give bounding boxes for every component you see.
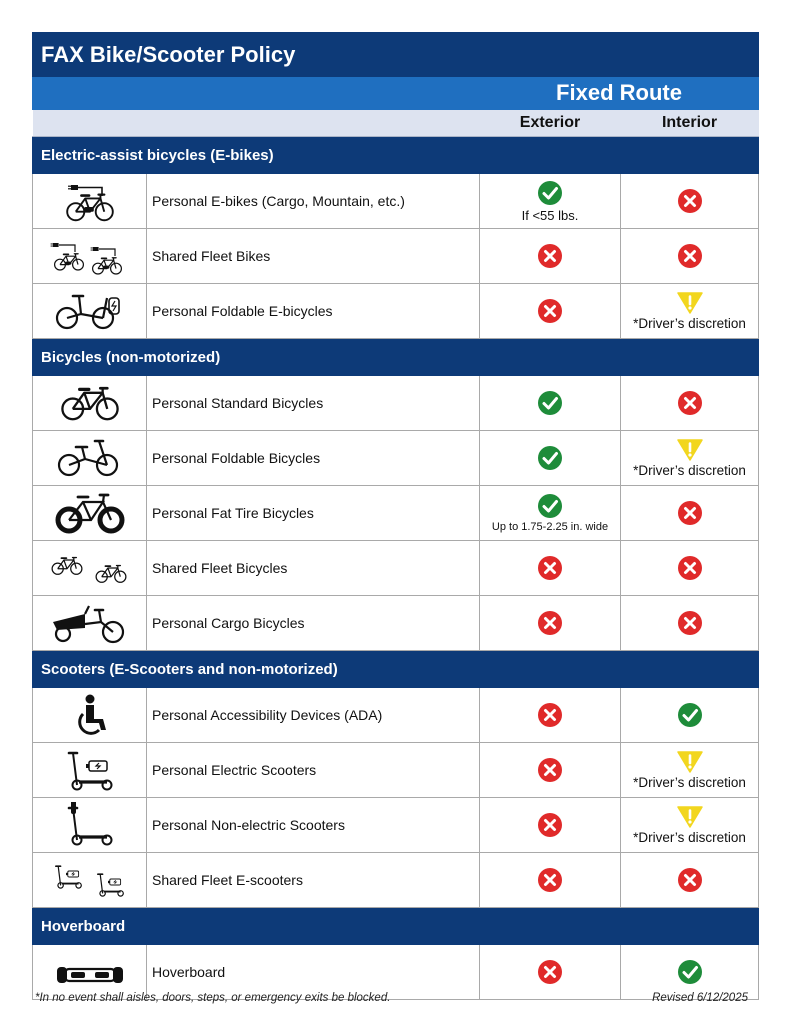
exterior-status-wrap	[480, 867, 620, 893]
table-row	[33, 596, 759, 651]
exterior-status-wrap	[480, 610, 620, 636]
vehicle-icon-cell	[33, 541, 147, 596]
exterior-status-wrap	[480, 757, 620, 783]
interior-status-wrap	[621, 806, 758, 845]
interior-status	[621, 431, 759, 486]
section-header	[33, 137, 759, 174]
x-icon	[537, 959, 563, 985]
vehicle-name: Personal E-bikes (Cargo, Mountain, etc.)	[147, 174, 480, 229]
check-icon	[537, 493, 563, 519]
vehicle-icon-cell	[33, 688, 147, 743]
fat-tire-bicycle-icon	[33, 490, 146, 536]
table-row	[33, 486, 759, 541]
table-row	[33, 229, 759, 284]
exterior-status	[480, 798, 621, 853]
interior-status	[621, 596, 759, 651]
vehicle-name: Personal Foldable Bicycles	[147, 431, 480, 486]
interior-status	[621, 541, 759, 596]
exterior-status-wrap	[480, 445, 620, 471]
interior-status-wrap	[621, 702, 758, 728]
x-icon	[677, 500, 703, 526]
vehicle-icon-cell	[33, 596, 147, 651]
vehicle-icon-cell	[33, 376, 147, 431]
vehicle-name: Personal Accessibility Devices (ADA)	[147, 688, 480, 743]
vehicle-name: Shared Fleet Bikes	[147, 229, 480, 284]
x-icon	[537, 812, 563, 838]
interior-status	[621, 174, 759, 229]
exterior-status-wrap	[480, 493, 620, 533]
wheelchair-icon	[33, 692, 146, 738]
exterior-status-wrap	[480, 180, 620, 223]
section-header	[33, 908, 759, 945]
foldable-bicycle-icon	[33, 435, 146, 481]
warning-icon	[677, 439, 703, 461]
interior-status	[621, 853, 759, 908]
exterior-status-wrap	[480, 243, 620, 269]
section-title: Electric-assist bicycles (E-bikes)	[33, 137, 759, 174]
table-row	[33, 284, 759, 339]
interior-status-wrap	[621, 188, 758, 214]
interior-status-wrap	[621, 555, 758, 581]
x-icon	[677, 243, 703, 269]
table-row	[33, 798, 759, 853]
x-icon	[677, 555, 703, 581]
policy-table	[32, 32, 759, 1000]
check-icon	[677, 959, 703, 985]
vehicle-icon-cell	[33, 431, 147, 486]
exterior-status-wrap	[480, 702, 620, 728]
exterior-status	[480, 743, 621, 798]
interior-status	[621, 376, 759, 431]
interior-status	[621, 798, 759, 853]
vehicle-name: Personal Electric Scooters	[147, 743, 480, 798]
fixed-route-label: Fixed Route	[480, 77, 759, 110]
interior-note: *Driver’s discretion	[633, 315, 746, 331]
exterior-status	[480, 596, 621, 651]
interior-status-wrap	[621, 390, 758, 416]
interior-status-wrap	[621, 610, 758, 636]
interior-status-wrap	[621, 751, 758, 790]
cargo-bicycle-icon	[33, 600, 146, 646]
hoverboard-icon	[33, 949, 146, 995]
interior-note: *Driver’s discretion	[633, 829, 746, 845]
vehicle-name: Hoverboard	[147, 945, 480, 1000]
interior-status	[621, 284, 759, 339]
x-icon	[677, 610, 703, 636]
interior-status-wrap	[621, 292, 758, 331]
table-row	[33, 431, 759, 486]
vehicle-icon-cell	[33, 743, 147, 798]
exterior-status	[480, 688, 621, 743]
exterior-status	[480, 541, 621, 596]
x-icon	[537, 757, 563, 783]
warning-icon	[677, 751, 703, 773]
vehicle-icon-cell	[33, 798, 147, 853]
vehicle-icon-cell	[33, 486, 147, 541]
interior-status-wrap	[621, 867, 758, 893]
footer-note: *In no event shall aisles, doors, steps, or emergency exits be blocked.	[35, 992, 391, 1004]
column-header-spacer	[33, 110, 480, 137]
warning-icon	[677, 806, 703, 828]
vehicle-name: Shared Fleet Bicycles	[147, 541, 480, 596]
x-icon	[537, 555, 563, 581]
interior-status-wrap	[621, 243, 758, 269]
table-row	[33, 853, 759, 908]
vehicle-name: Personal Fat Tire Bicycles	[147, 486, 480, 541]
vehicle-name: Personal Cargo Bicycles	[147, 596, 480, 651]
x-icon	[537, 702, 563, 728]
x-icon	[677, 867, 703, 893]
section-header	[33, 651, 759, 688]
ebike-icon	[33, 178, 146, 224]
x-icon	[537, 298, 563, 324]
electric-scooter-icon	[33, 747, 146, 793]
warning-icon	[677, 292, 703, 314]
check-icon	[677, 702, 703, 728]
interior-note: *Driver’s discretion	[633, 774, 746, 790]
interior-status	[621, 229, 759, 284]
interior-status-wrap	[621, 500, 758, 526]
fixed-route-row	[33, 77, 759, 110]
exterior-note: If <55 lbs.	[521, 207, 579, 223]
table-row	[33, 743, 759, 798]
interior-note: *Driver’s discretion	[633, 462, 746, 478]
shared-ebikes-icon	[33, 233, 146, 279]
section-title: Hoverboard	[33, 908, 759, 945]
x-icon	[677, 390, 703, 416]
x-icon	[537, 867, 563, 893]
check-icon	[537, 445, 563, 471]
section-header	[33, 339, 759, 376]
exterior-status	[480, 229, 621, 284]
check-icon	[537, 390, 563, 416]
exterior-status	[480, 945, 621, 1000]
exterior-status-wrap	[480, 812, 620, 838]
section-title: Scooters (E-Scooters and non-motorized)	[33, 651, 759, 688]
kick-scooter-icon	[33, 802, 146, 848]
vehicle-icon-cell	[33, 853, 147, 908]
table-row	[33, 541, 759, 596]
bicycle-icon	[33, 380, 146, 426]
vehicle-name: Personal Non-electric Scooters	[147, 798, 480, 853]
vehicle-icon-cell	[33, 229, 147, 284]
title-row	[33, 33, 759, 77]
vehicle-icon-cell	[33, 174, 147, 229]
vehicle-name: Shared Fleet E-scooters	[147, 853, 480, 908]
interior-status	[621, 688, 759, 743]
table-row	[33, 174, 759, 229]
fixed-route-spacer	[33, 77, 480, 110]
x-icon	[537, 243, 563, 269]
interior-status	[621, 743, 759, 798]
section-title: Bicycles (non-motorized)	[33, 339, 759, 376]
column-header-row	[33, 110, 759, 137]
shared-bicycles-icon	[33, 545, 146, 591]
exterior-status-wrap	[480, 298, 620, 324]
interior-status	[621, 486, 759, 541]
vehicle-name: Personal Standard Bicycles	[147, 376, 480, 431]
foldable-ebike-icon	[33, 288, 146, 334]
table-row	[33, 376, 759, 431]
exterior-status	[480, 284, 621, 339]
exterior-status	[480, 486, 621, 541]
exterior-note: Up to 1.75-2.25 in. wide	[491, 521, 609, 533]
page-title: FAX Bike/Scooter Policy	[33, 33, 759, 77]
interior-status-wrap	[621, 439, 758, 478]
check-icon	[537, 180, 563, 206]
exterior-status	[480, 431, 621, 486]
vehicle-name: Personal Foldable E-bicycles	[147, 284, 480, 339]
x-icon	[537, 610, 563, 636]
exterior-status	[480, 853, 621, 908]
exterior-status-wrap	[480, 555, 620, 581]
exterior-status	[480, 174, 621, 229]
exterior-status-wrap	[480, 959, 620, 985]
x-icon	[677, 188, 703, 214]
interior-column-header: Interior	[621, 110, 759, 137]
interior-status-wrap	[621, 959, 758, 985]
exterior-status-wrap	[480, 390, 620, 416]
revised-date: Revised 6/12/2025	[652, 992, 748, 1004]
shared-escooters-icon	[33, 857, 146, 903]
table-row	[33, 688, 759, 743]
exterior-status	[480, 376, 621, 431]
vehicle-icon-cell	[33, 284, 147, 339]
exterior-column-header: Exterior	[480, 110, 621, 137]
